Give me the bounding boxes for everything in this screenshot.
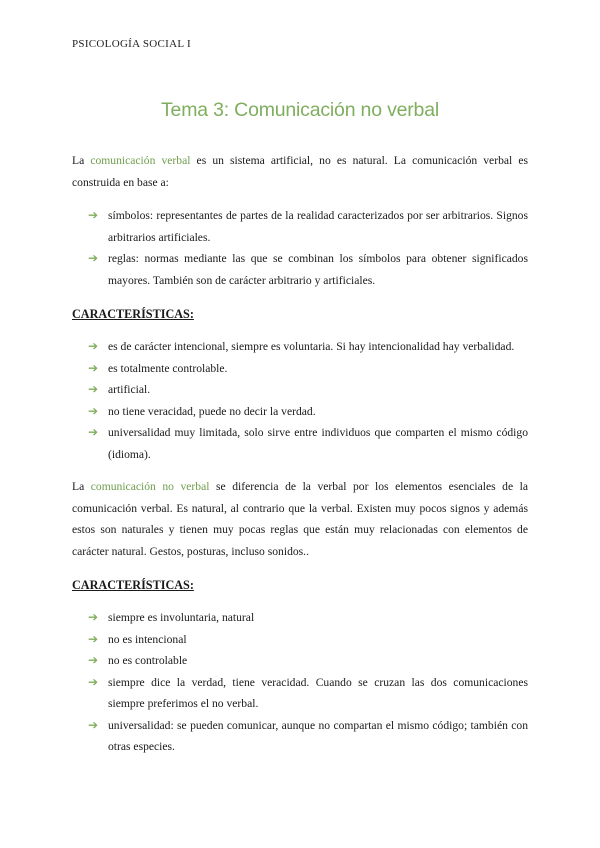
list-item [72, 248, 528, 291]
list-item-text: no tiene veracidad, puede no decir la verdad. [108, 404, 316, 418]
arrow-bullet-icon: ➔ [88, 403, 99, 418]
text-segment: La [72, 154, 91, 167]
list-item-text: universalidad muy limitada, solo sirve entre individuos que comparten el mismo código (idioma). [108, 426, 528, 461]
list-item-text: siempre es involuntaria, natural [108, 611, 255, 624]
list-item [72, 715, 528, 758]
arrow-bullet-icon: ➔ [88, 425, 99, 439]
bullet-list-verbal-characteristics [72, 336, 528, 465]
arrow-bullet-icon: ➔ [88, 717, 99, 732]
arrow-bullet-icon: ➔ [88, 251, 99, 265]
intro-paragraph-nonverbal [72, 476, 528, 562]
arrow-bullet-icon: ➔ [88, 610, 99, 624]
list-item [72, 336, 528, 358]
list-item [72, 401, 528, 423]
list-item [72, 607, 528, 629]
arrow-bullet-icon: ➔ [88, 382, 99, 396]
list-item [72, 672, 528, 715]
list-item-text: universalidad: se pueden comunicar, aunque no compartan el mismo código; también con otras especies. [108, 718, 528, 753]
text-segment: se diferencia de la verbal por los elementos esenciales de la comunicación verbal. Es natural, al contrario que la verbal. Existen muy pocos signos y además estos son naturales y tienen muy pocas reglas que están muy relacionadas con elementos de carácter natural. Gestos, posturas, incluso sonidos.. [72, 480, 529, 558]
list-item-text: símbolos: representantes de partes de la realidad caracterizados por ser arbitrarios. Signos arbitrarios artificiales. [108, 209, 528, 244]
arrow-bullet-icon: ➔ [88, 674, 99, 689]
intro-paragraph-verbal [72, 150, 528, 193]
running-header: PSICOLOGÍA SOCIAL I [72, 38, 191, 50]
document-body [72, 150, 528, 758]
bullet-list-nonverbal-characteristics [72, 607, 528, 758]
list-item [72, 629, 528, 651]
bullet-list-verbal-basis [72, 205, 528, 291]
list-item-text: no es intencional [108, 632, 187, 646]
arrow-bullet-icon: ➔ [88, 339, 99, 353]
section-heading-characteristics-nonverbal: CARACTERÍSTICAS: [72, 578, 194, 592]
list-item [72, 650, 528, 672]
list-item [72, 205, 528, 248]
list-item-text: es de carácter intencional, siempre es voluntaria. Si hay intencionalidad hay verbalidad. [108, 340, 515, 353]
list-item [72, 379, 528, 401]
section-heading-characteristics-verbal: CARACTERÍSTICAS: [72, 307, 194, 321]
page-title: Tema 3: Comunicación no verbal [161, 99, 439, 121]
list-item-text: artificial. [108, 383, 151, 396]
arrow-bullet-icon: ➔ [88, 631, 99, 646]
text-segment: La [72, 480, 91, 493]
arrow-bullet-icon: ➔ [88, 653, 99, 667]
highlight-term-nonverbal: comunicación no verbal [90, 480, 210, 493]
arrow-bullet-icon: ➔ [88, 360, 99, 375]
text-segment: es un sistema artificial, no es natural. La comunicación verbal es construida en base a: [72, 154, 528, 189]
list-item-text: no es controlable [108, 654, 188, 667]
arrow-bullet-icon: ➔ [88, 208, 99, 222]
list-item-text: es totalmente controlable. [108, 361, 228, 375]
highlight-term-verbal: comunicación verbal [90, 154, 191, 167]
list-item-text: siempre dice la verdad, tiene veracidad. Cuando se cruzan las dos comunicaciones siempre preferimos el no verbal. [108, 675, 528, 710]
list-item-text: reglas: normas mediante las que se combinan los símbolos para obtener significados mayores. También son de carácter arbitrario y artificiales. [108, 252, 528, 287]
list-item [72, 358, 528, 380]
list-item [72, 422, 528, 465]
